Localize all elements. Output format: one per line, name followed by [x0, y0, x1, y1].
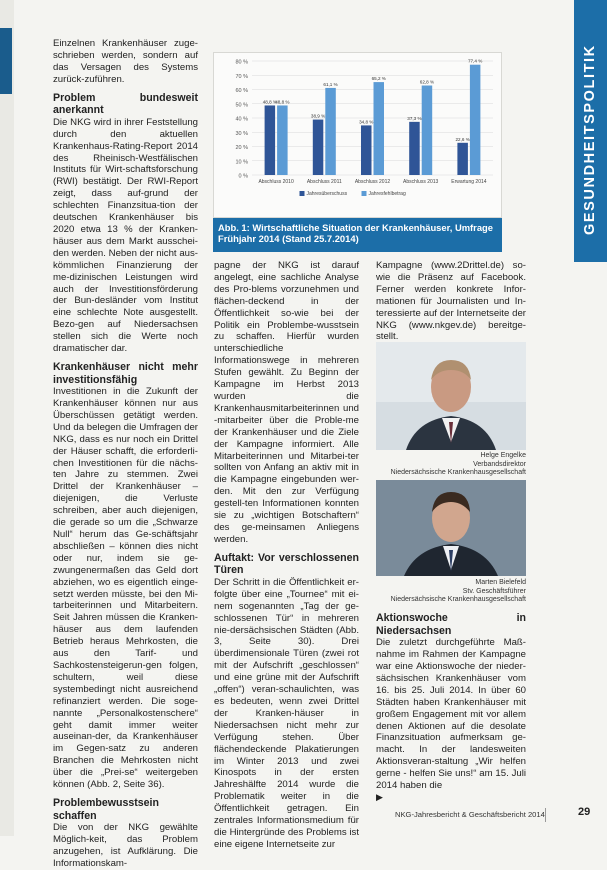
paragraph-kampagne: pagne der NKG ist darauf angelegt, eine sachliche Analyse des Pro-blems vorzunehmen und flächen-deckend in der Öffentlichkeit so-wie bei der Politik ein Problembe-wusstsein zu schaffen. Hierfür wurden unterschiedliche Informationswege in mehreren Stufen gewählt. Zu Beginn der Kampagne im Herbst 2013 wurden die Krankenhausmitarbeiterinnen und -mitarbeiter über die Proble-me der Krankenhäuser und die Ziele der Kampagne informiert. Alle Mitarbeiterinnen und Mitarbei-ter sollten von Anfang an aktiv mit in die Kampagne eingebunden wer-den. Mit den zur Verfügung gestell-ten Informationen konnten sie zu „wichtigen Botschaftern“ des ge-meinsamen Anliegens werden.: [214, 260, 359, 545]
legend-swatch: [300, 191, 305, 196]
column-1-intro: Einzelnen Krankenhäuser zuge-schrieben werden, sondern auf das Versagen des Systems zurück-zuführen.: [53, 38, 198, 85]
data-label: 48,8 %: [275, 99, 290, 105]
footer-publication: NKG-Jahresbericht & Geschäftsbericht 2014: [395, 810, 545, 819]
y-tick-label: 50 %: [235, 102, 248, 109]
article-column-2: [214, 260, 359, 851]
page-number: 29: [578, 806, 591, 818]
heading-investitionsfaehig: Krankenhäuser nicht mehr investitionsfähig: [53, 360, 198, 386]
section-tab-label: GESUNDHEITSPOLITIK: [582, 44, 598, 236]
y-tick-label: 10 %: [235, 159, 248, 166]
x-tick-label: Abschluss 2011: [306, 179, 342, 185]
legend-swatch: [362, 191, 367, 196]
data-label: 65,2 %: [371, 76, 386, 82]
bar-1-3: [422, 86, 433, 175]
y-tick-label: 60 %: [235, 88, 248, 94]
continue-arrow-icon: ▶: [376, 791, 383, 802]
y-tick-label: 30 %: [235, 130, 248, 137]
data-label: 34,8 %: [359, 119, 374, 125]
photo-1-org: Niedersächsische Krankenhausgesellschaft: [390, 469, 526, 476]
legend-entry: Jahresfehlbetrag: [368, 191, 406, 197]
bar-chart: [214, 53, 501, 217]
chart-figure: [213, 52, 502, 218]
page-binding-edge: [0, 0, 14, 836]
bar-1-4: [470, 65, 481, 175]
heading-auftakt: Auftakt: Vor verschlossenen Türen: [214, 551, 359, 577]
paragraph-tournee: Der Schritt in die Öffentlichkeit er-folgte über eine „Tournee“ mit ei-nem sogenannten „Tag der ge-schlossenen Tür“ in mehreren nie-dersächsischen Städten (Abb. 3, Seite 30). Drei überdimensionale Türen (zwei rot mit der Aufschrift „geschlossen“ und eine grüne mit der Aufschrift „offen“) veran-schaulichten, was es bedeuten, wenn zwei Drittel der Kranken-häuser in Niedersachsen nicht mehr zur Verfügung stehen. Über flächendeckende Plakatierungen im Winter 2013 und zwei Kinospots in der ersten Jahreshälfte 2014 wurde die Problematik weiter in die Öffentlichkeit getragen. Ein zentrales Informationsmedium für die Hintergründe des Problems ist eine eigene Internetseite zur: [214, 576, 359, 850]
photo-2-role: Stv. Geschäftsführer: [462, 587, 526, 595]
data-label: 48,8 %: [262, 99, 278, 105]
bar-0-1: [313, 120, 324, 175]
photo-1-name: Helge Engelke: [480, 452, 526, 459]
data-label: 38,9 %: [310, 113, 326, 119]
data-label: 62,8 %: [419, 79, 435, 85]
paragraph-aufklaerung: Die von der NKG gewählte Möglich-keit, das Problem anzugehen, ist Aufklärung. Die Informationskam-: [53, 822, 198, 869]
paragraph-investitionen: Investitionen in die Zukunft der Krankenhäuser können nur aus Überschüssen getätigt werden. Und da belegen die Umfragen der NKG, dass es nur noch ein Drittel der Häuser schafft, die erforderli-chen Investitionen für die nächs-ten Jahre zu stemmen. Zwei Drittel der Krankenhäuser – diejenigen, die Verluste schreiben, aber auch diejenigen, die gerade so um die „Schwarze Null“ herum das Ge-schäftsjahr abschließen – können dies nicht oder nur, indem sie ge-zwungenermaßen das Geld dort abziehen, wo es eigentlich einge-setzt werden müsste, bei den Mi-tarbeiterinnen und Mitarbeitern. Seit Jahren müssen die Kranken-häuser aus dem laufenden Betrieb heraus Mehrkosten, die aus den Tarif- und Sachkostensteigerun-gen folgen, schultern, weil diese systembedingt nicht ausreichend refinanziert werden. Die soge-nannte „Personalkostenschere“ geht damit immer weiter auseinan-der, da Krankenhäuser im Gegen-satz zu anderen Branchen die Mehrkosten nicht über die „Prei-se“ weitergeben können (Abb. 2, Seite 36).: [53, 386, 198, 791]
data-label: 61,1 %: [323, 81, 338, 87]
portrait-photo-2: [376, 480, 526, 576]
data-label: 77,4 %: [467, 58, 483, 64]
heading-aktionswoche: Aktionswoche in Niedersachsen: [376, 612, 526, 637]
article-column-3: [376, 260, 526, 343]
photo-1-caption: [376, 452, 526, 478]
binding-color-mark: [0, 28, 12, 94]
y-tick-label: 0 %: [238, 173, 248, 180]
paragraph-internet: Kampagne (www.2Drittel.de) so-wie die Präsenz auf Facebook. Ferner werden konkrete Infor-mationen für Journalisten und In-teressierte auf der Internetseite der NKG (www.nkgev.de) bereitge-stellt.: [376, 260, 526, 343]
bar-0-4: [457, 143, 468, 175]
figure-caption: Abb. 1: Wirtschaftliche Situation der Krankenhäuser, Umfrage Frühjahr 2014 (Stand 25.7.2014): [213, 218, 502, 252]
footer-divider: [545, 808, 546, 822]
bar-1-1: [325, 88, 336, 175]
paragraph-rwi-report: Die NKG wird in ihrer Feststellung durch den aktuellen Krankenhaus-Rating-Report 2014 des Rheinisch-Westfälischen Instituts für Wirt-schaftsforschung (RWI) bestätigt. Der RWI-Report zeigt, dass auf-grund der schlechten Finanzsitua-tion der deutschen Krankenhäuser bis 2020 etwa 13 % der Kranken-häuser aus dem Markt ausschei-den werden. Neben der nicht aus-kömmlichen Finanzierung der me-dizinischen Leistungen wird auch der Investitionsförderung der Bun-desländer vom Institut eine schlechte Note ausgestellt. Bezo-gen auf Niedersachsen stellen sich die Werte noch dramatischer dar.: [53, 116, 198, 355]
x-tick-label: Abschluss 2010: [258, 179, 294, 185]
data-label: 22,6 %: [455, 136, 470, 142]
bar-0-3: [409, 122, 420, 175]
data-label: 37,3 %: [407, 115, 422, 121]
bar-1-2: [374, 82, 385, 175]
x-tick-label: Erwartung 2014: [451, 179, 487, 185]
paragraph-aktionswoche: Die zuletzt durchgeführte Maß-nahme im Rahmen der Kampagne war eine Aktionswoche der nieder-sächsischen Krankenhäuser vom 16. bis 25. Juli 2014. In über 60 Städten haben Krankenhäuser mit großem Engagement mit vor allem denen Aktionen auf die desolate Finanzsituation aufmerksam ge-macht. In der landesweiten Aktionsveran-staltung „Wir helfen gerne - helfen Sie uns!“ am 15. Juli 2014 haben die: [376, 637, 526, 792]
portrait-photo-1: [376, 342, 526, 450]
y-tick-label: 80 %: [235, 59, 248, 66]
legend-entry: Jahresüberschuss: [306, 191, 348, 197]
photo-2-org: Niedersächsische Krankenhausgesellschaft: [390, 596, 526, 603]
bar-0-0: [265, 105, 276, 175]
heading-problembewusstsein: Problembewusstsein schaffen: [53, 796, 159, 822]
photo-2-caption: [376, 579, 526, 605]
x-tick-label: Abschluss 2013: [403, 179, 439, 185]
bar-1-0: [277, 105, 288, 175]
heading-problem-anerkannt: Problem bundesweit anerkannt: [53, 91, 198, 117]
y-tick-label: 70 %: [235, 73, 248, 80]
y-tick-label: 40 %: [235, 116, 248, 123]
photo-1-role: Verbandsdirektor: [473, 460, 526, 468]
x-tick-label: Abschluss 2012: [354, 179, 391, 185]
y-tick-label: 20 %: [235, 145, 248, 151]
photo-2-name: Marten Bielefeld: [475, 579, 526, 586]
article-column-1: [53, 38, 198, 870]
bar-0-2: [361, 125, 372, 175]
article-column-3-continued: [376, 612, 526, 804]
